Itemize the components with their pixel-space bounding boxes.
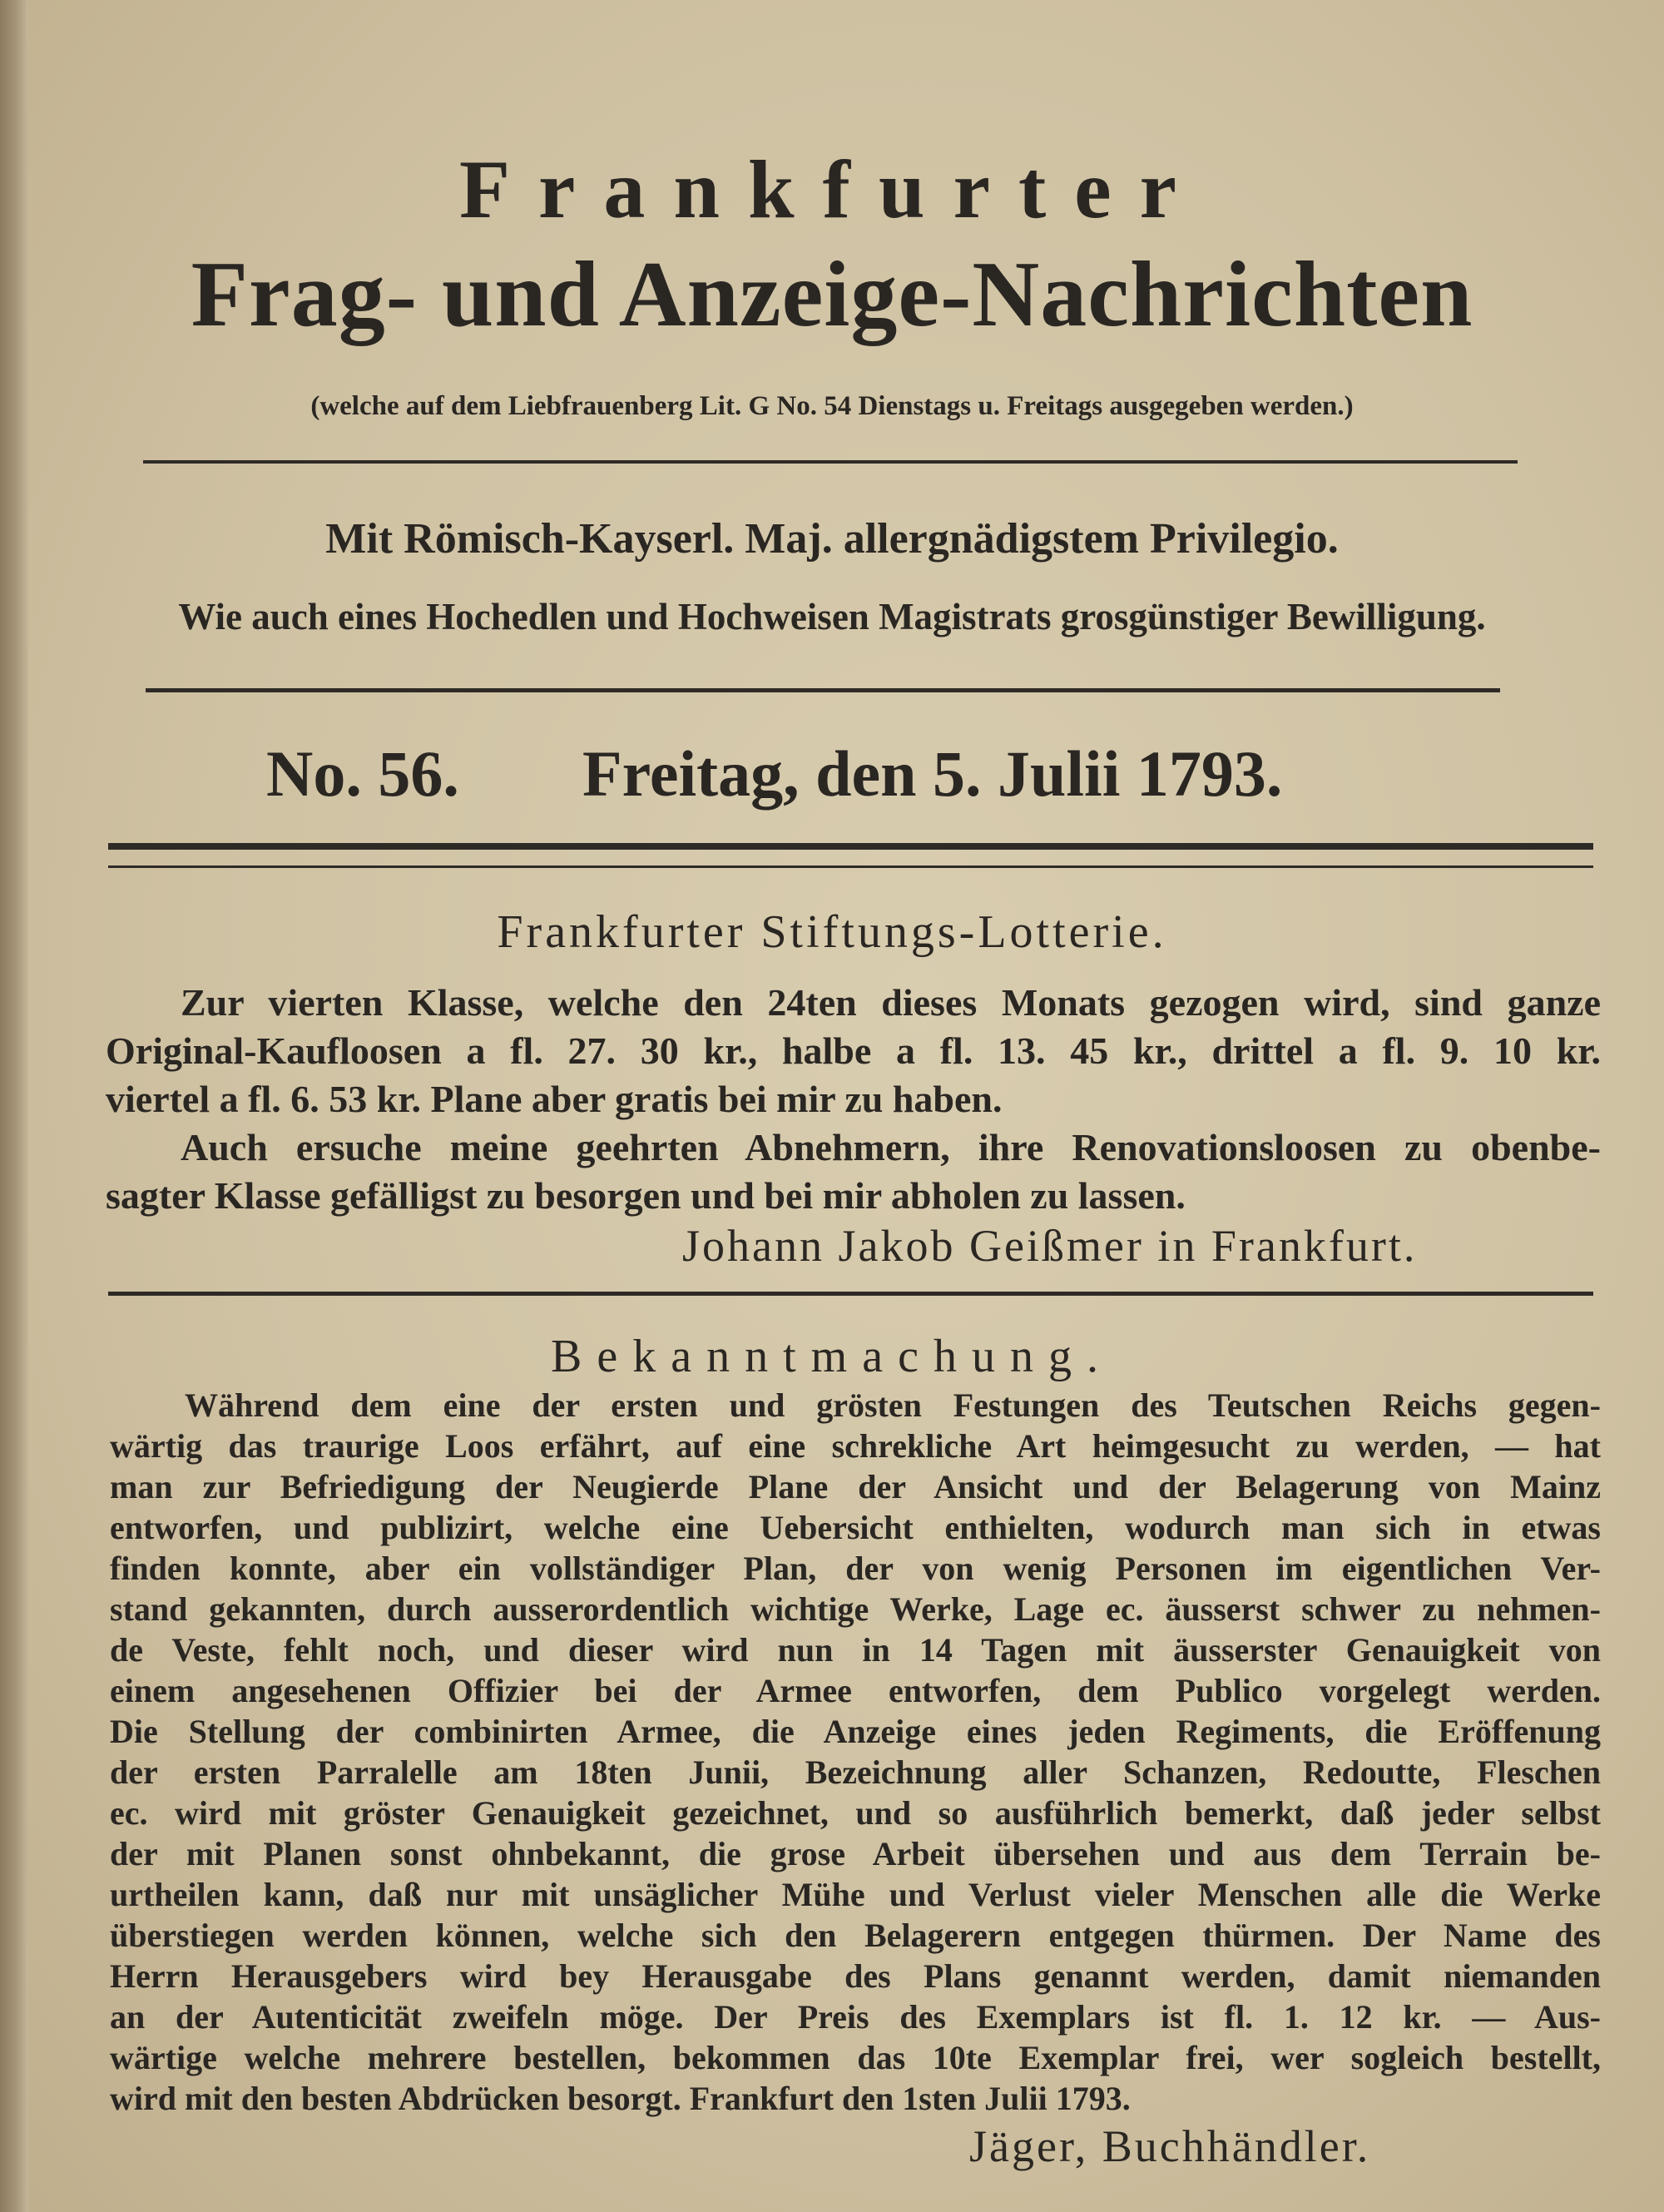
privilege-line: Mit Römisch-Kayserl. Maj. allergnädigstem Privilegio. (325, 515, 1339, 563)
divider (146, 688, 1500, 692)
announcement-line: finden konnte, aber ein vollständiger Plan, der von wenig Personen im eigentlichen Ver- (110, 1550, 1601, 1587)
lottery-signature: Johann Jakob Geißmer in Frankfurt. (682, 1221, 1418, 1271)
issue-number: No. 56. (266, 737, 459, 810)
masthead-subtitle: (welche auf dem Liebfrauenberg Lit. G No. 54 Dienstags u. Freitags ausgegeben werden.) (310, 391, 1354, 421)
lottery-line: Zur vierten Klasse, welche den 24ten dieses Monats gezogen wird, sind ganze (181, 981, 1601, 1024)
divider (143, 460, 1518, 464)
announcement-signature: Jäger, Buchhändler. (969, 2121, 1371, 2171)
announcement-line: überstiegen werden können, welche sich den Belagerern entgegen thürmen. Der Name des (110, 1917, 1601, 1954)
announcement-line: Während dem eine der ersten und grösten Festungen des Teutschen Reichs gegen- (185, 1386, 1601, 1424)
announcement-line: wird mit den besten Abdrücken besorgt. Frankfurt den 1sten Julii 1793. (110, 2080, 1131, 2117)
announcement-line: wärtige welche mehrere bestellen, bekommen das 10te Exemplar frei, wer sogleich bestellt, (110, 2039, 1601, 2076)
announcement-line: man zur Befriedigung der Neugierde Plane der Ansicht und der Belagerung von Mainz (110, 1468, 1601, 1505)
lottery-heading: Frankfurter Stiftungs-Lotterie. (497, 906, 1167, 958)
double-rule-top (108, 843, 1593, 850)
lottery-line: viertel a fl. 6. 53 kr. Plane aber gratis bei mir zu haben. (106, 1078, 1003, 1120)
lottery-line: Original-Kaufloosen a fl. 27. 30 kr., halbe a fl. 13. 45 kr., drittel a fl. 9. 10 kr. (106, 1029, 1601, 1072)
announcement-line: Die Stellung der combinirten Armee, die Anzeige eines jeden Regiments, die Eröffenung (110, 1713, 1601, 1750)
announcement-line: der ersten Parralelle am 18ten Junii, Bezeichnung aller Schanzen, Redoutte, Fleschen (110, 1753, 1601, 1791)
announcement-line: entworfen, und publizirt, welche eine Uebersicht enthielten, wodurch man sich in etwas (110, 1509, 1601, 1546)
approval-line: Wie auch eines Hochedlen und Hochweisen Magistrats grosgünstiger Bewilligung. (178, 596, 1486, 637)
announcement-line: Herrn Herausgebers wird bey Herausgabe des Plans genannt werden, damit niemanden (110, 1957, 1601, 1995)
lottery-line: Auch ersuche meine geehrten Abnehmern, ihre Renovationsloosen zu obenbe- (181, 1126, 1601, 1168)
announcement-line: stand gekannten, durch ausserordentlich wichtige Werke, Lage ec. äusserst schwer zu nehmen- (110, 1590, 1601, 1628)
issue-date: Freitag, den 5. Julii 1793. (582, 737, 1283, 810)
announcement-heading: Bekanntmachung. (551, 1331, 1113, 1382)
announcement-line: wärtig das traurige Loos erfährt, auf eine schrekliche Art heimgesucht zu werden, — hat (110, 1427, 1601, 1465)
masthead-title-line1: Frankfurter (458, 143, 1206, 236)
divider (108, 1292, 1593, 1296)
announcement-line: der mit Planen sonst ohnbekannt, die grose Arbeit übersehen und aus dem Terrain be- (110, 1835, 1601, 1872)
double-rule-bottom (108, 865, 1593, 868)
announcement-line: de Veste, fehlt noch, und dieser wird nun in 14 Tagen mit äusserster Genauigkeit von (110, 1631, 1601, 1669)
masthead-title-line2: Frag- und Anzeige-Nachrichten (191, 243, 1473, 346)
announcement-line: einem angesehenen Offizier bei der Armee entworfen, dem Publico vorgelegt werden. (110, 1672, 1601, 1709)
lottery-line: sagter Klasse gefälligst zu besorgen und bei mir abholen zu lassen. (106, 1174, 1186, 1217)
announcement-line: urtheilen kann, daß nur mit unsäglicher Mühe und Verlust vieler Menschen alle die Werke (110, 1876, 1601, 1913)
announcement-line: an der Autenticität zweifeln möge. Der Preis des Exemplars ist fl. 1. 12 kr. — Aus- (110, 1998, 1601, 2036)
announcement-line: ec. wird mit gröster Genauigkeit gezeichnet, und so ausführlich bemerkt, daß jeder selbst (110, 1794, 1601, 1832)
